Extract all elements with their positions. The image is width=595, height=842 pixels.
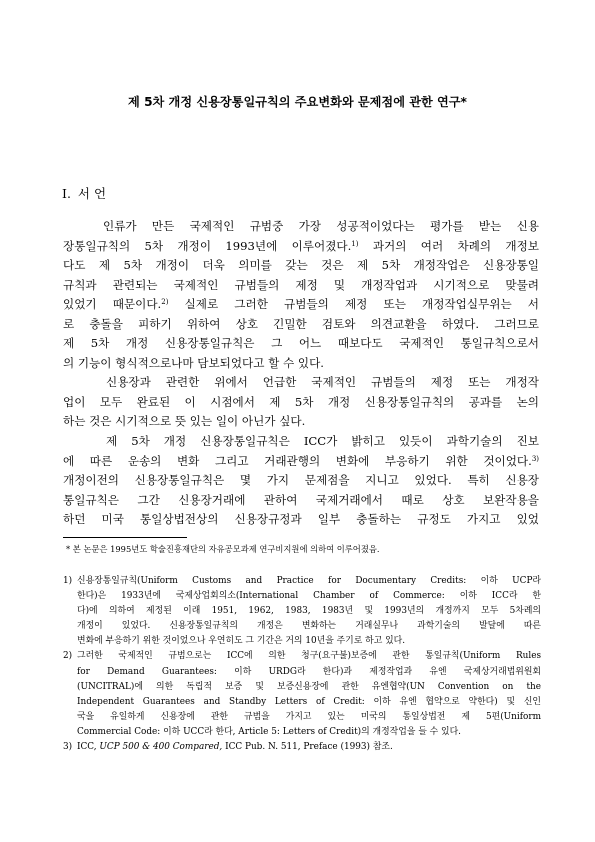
footnote-ref: 3) (531, 454, 539, 463)
body-line: 다도 제 5차 개정이 더욱 의미를 갖는 것은 제 5차 개정작업은 신용장통일 (63, 258, 539, 273)
body-text (63, 217, 539, 530)
footnote-line: Independent Guarantees and Standby Letters of Credit: 이하 유엔 협약으로 약한다) 및 신인 (77, 696, 541, 707)
body-line: 로 충돌을 피하기 위하여 상호 긴밀한 검토와 의견교환을 하였다. 그러므로 (63, 316, 539, 331)
footnote-line: 1) 신용장통일규칙(Uniform Customs and Practice for Documentary Credits: 이하 UCP라 (63, 576, 541, 586)
body-line: 업이 모두 완료된 이 시점에서 제 5차 개정 신용장통일규칙의 공과를 논의 (63, 394, 539, 409)
footnote-line: 한다)은 1933년에 국제상업회의소(International Chamber of Commerce: 이하 ICC라 한 (77, 591, 541, 602)
body-line: 에 따른 운송의 변화 그리고 거래관행의 변화에 부응하기 위한 것이었다.$^{3)}$ (63, 453, 539, 468)
footnote-ref: 1) (351, 239, 359, 248)
footnote-line: Commercial Code: 이하 UCC라 한다, Article 5: Letters of Credit)의 개정작업을 들 수 있다. (77, 726, 461, 737)
footnotes (63, 574, 541, 755)
footnote-line: 다)에 의하여 제정된 이래 1951, 1962, 1983, 1983년 및 1993년의 개정까지 모두 5차례의 (77, 606, 541, 617)
body-line: 규칙과 관련되는 국제적인 규범들의 제정 및 개정작업과 시기적으로 맞물려 (63, 277, 539, 292)
footnote-3 (63, 740, 541, 755)
section-heading (62, 184, 106, 202)
footnote-line: 변화에 부응하기 위한 것이었으나 우연히도 그 기간은 거의 10년을 주기로 하고 있다. (77, 636, 406, 647)
body-line: 통일규칙은 그간 신용장거래에 관하여 국제거래에서 때로 상호 보완작용을 (63, 492, 539, 507)
body-line: 인류가 만든 국제적인 규범중 가장 성공적이었다는 평가를 받는 신용 (103, 219, 539, 233)
section-number: Ⅰ. (62, 186, 71, 201)
footnote-1 (63, 574, 541, 649)
section-title: 서 언 (77, 186, 107, 201)
paper-title: 제 5차 개정 신용장통일규칙의 주요변화와 문제점에 관한 연구* (128, 95, 467, 109)
footnote-ref: 2) (161, 298, 169, 307)
body-line: 개정이전의 신용장통일규칙은 몇 가지 문제점을 지니고 있었다. 특히 신용장 (63, 473, 539, 488)
body-line: 신용장과 관련한 위에서 언급한 국제적인 규범들의 제정 또는 개정작 (106, 375, 539, 390)
body-line: 제 5차 개정 신용장통일규칙은 그 어느 때보다도 국제적인 통일규칙으로서 (63, 336, 539, 351)
body-line: 장통일규칙의 5차 개정이 1993년에 이루어졌다.$^{1)}$ 과거의 여러 차례의 개정보 (63, 238, 539, 253)
funding-footnote: * 본 논문은 1995년도 학술진흥재단의 자유공모과제 연구비지원에 의하여 이루어졌음. (66, 544, 380, 554)
cited-title: UCP 500 & 400 Compared, (99, 742, 223, 753)
body-line: 있었기 때문이다.$^{2)}$ 실제로 그러한 규범들의 제정 또는 개정작업실무위는 서 (63, 297, 539, 312)
body-line: 제 5차 개정 신용장통일규칙은 ICC가 밝히고 있듯이 과학기술의 진보 (106, 434, 539, 449)
footnote-divider (63, 537, 187, 538)
body-line: 의 기능이 형식적으로나마 담보되었다고 할 수 있다. (63, 355, 324, 370)
footnote-line: 개정이 있었다. 신용장통일규칙의 개정은 변화하는 거래실무나 과학기술의 발달에 따른 (77, 621, 541, 632)
body-line: 하던 미국 통일상법전상의 신용장규정과 일부 충돌하는 규정도 가지고 있었 (63, 512, 539, 527)
footnote-line: 2) 그러한 국제적인 규범으로는 ICC에 의한 청구(요구불)보증에 관한 통일규칙(Uniform Rules (63, 651, 541, 662)
footnote-2 (63, 649, 541, 740)
footnote-line: (UNCITRAL)에 의한 독립적 보증 및 보증신용장에 관한 유엔협약(UN Convention on the (77, 681, 541, 692)
body-line: 하는 것은 시기적으로 뜻 있는 일이 아닌가 싶다. (63, 414, 306, 429)
footnote-line: 3) ICC, UCP 500 & 400 Compared, ICC Pub. N. 511, Preface (1993) 참조. (63, 742, 393, 753)
footnote-line: 국을 유일하게 신용장에 관한 규범을 가지고 있는 미국의 통일상법전 제 5편(Uniform (77, 711, 541, 722)
footnote-line: for Demand Guarantees: 이하 URDG라 한다)과 제정작업과 유엔 국제상거래법위원회 (77, 666, 541, 677)
